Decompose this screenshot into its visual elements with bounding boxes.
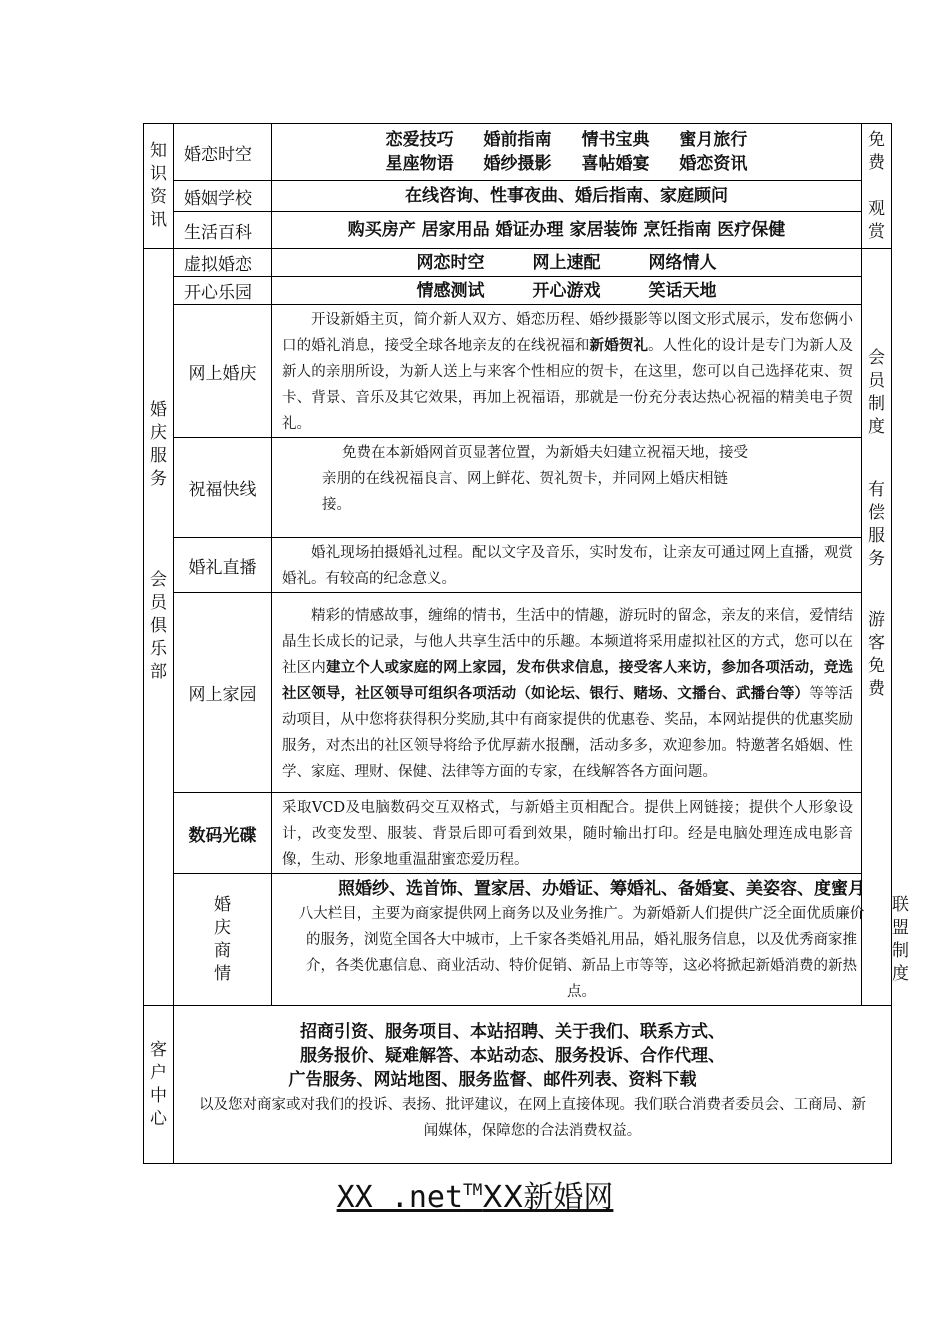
row-label-digital-disc: 数码光碟 — [174, 793, 272, 874]
vertical-label-text: 会 员 俱 乐 部 — [150, 570, 167, 682]
online-wedding-description: 开设新婚主页，简介新人双方、婚恋历程、婚纱摄影等以图文形式展示，发布您俩小口的婚礼消息，接受全球各地亲友的在线祝福和新婚贺礼。人性化的设计是专门为新人及新人的亲朋所设，为新人送上与来客个性相应的贺卡，在这里，您可以自己选择花束、贺卡、背景、音乐及其它效果，再加上祝福语，那就是一份充分表达热心祝福的精美电子贺礼。 — [272, 305, 862, 438]
row-label-love-space: 婚恋时空 — [174, 124, 272, 181]
vertical-label-text: 婚 庆 服 务 — [150, 400, 167, 489]
link-horoscope[interactable]: 星座物语 — [385, 154, 454, 174]
business-content — [272, 874, 892, 1006]
site-structure-table: 知 识 资 讯 婚恋时空 恋爱技巧 婚前指南 情书宝典 蜜月旅行 星座物语 婚纱摄影 喜帖婚宴 婚恋资讯 免 费 观 赏 婚姻学校 在线咨询、性事夜曲、婚后指南、家庭顾问 生活百科 购买房产 居家用品 婚证办理 家居装饰 烹饪指南 医疗保健 婚 庆 服 务 会 员 俱 乐 部 虚拟婚恋 网恋时空 网上速配 网络情人 会 员 制 度 有 偿 服 务 游 客 免 费 开心乐园 情感测试 开心游戏 笑话天地 网上婚庆 开设新婚主页，简介新人双方、婚恋历程、婚纱摄影等以图文形式展示，发布您俩小口的婚礼消息，接受全球各地亲友的在线祝福和新婚贺礼。人性化的设计是专门为新人及新人的亲朋所设，为新人送上与来客个性相应的贺卡，在这里，您可以自己选择花束、贺卡、背景、音乐及其它效果，再加上祝福语，那就是一份充分表达热心祝福的精美电子贺礼。 祝福快线 免费在本新婚网首页显著位置，为新婚夫妇建立祝福天地，接受 亲朋的在线祝福良言、网上鲜花、贺礼贺卡，并同网上婚庆相链 接。 婚礼直播 婚礼现场拍摄婚礼过程。配以文字及音乐，实时发布，让亲友可通过网上直播，观赏婚礼。有较高的纪念意义。 网上家园 精彩的情感故事，缠绵的情书，生活中的情趣，游玩时的留念，亲友的来信，爱情结晶生长成长的记录，与他人共享生活中的乐趣。本频道将采用虚拟社区的方式，您可以在社区内建立个人或家庭的网上家园，发布供求信息，接受客人来访，参加各项活动，竞选社区领导，社区领导可组织各项活动（如论坛、银行、赌场、文播台、武播台等）等等活动项目，从中您将获得积分奖励,其中有商家提供的优惠卷、奖品，本网站提供的优惠奖励服务，对杰出的社区领导将给予优厚薪水报酬，活动多多，欢迎参加。特邀著名婚姻、性学、家庭、理财、保健、法律等方面的专家，在线解答各方面问题。 数码光碟 采取VCD及电脑数码交互双格式，与新婚主页相配合。提供上网链接；提供个人形象设计，改变发型、服装、背景后即可看到效果，随时输出打印。经是电脑处理连成电影音像，生动、形象地重温甜蜜恋爱历程。 婚 庆 商 情 照婚纱、选首饰、置家居、办婚证、筹婚礼、备婚宴、美姿容、度蜜月 八大栏目，主要为商家提供网上商务以及业务推广。为新婚新人们提供广泛全面优质廉价的服务，浏览全国各大中城市，上千家各类婚礼用品，婚礼服务信息，以及优秀商家推介，各类优惠信息、商业活动、特价促销、新品上市等等，这必将掀起新婚消费的新热点。 联 盟 制 度 客 户 中 心 招商引资、服务项目、本站招聘、关于我们、联系方式、 服务报价、疑难解答、本站动态、服务投诉、合作代理、 广告服务、网站地图、服务监督、邮件列表、资料下载 以及您对商家或对我们的投诉、表扬、批评建议，在网上直接体现。我们联合消费者委员会、工商局、新闻媒体，保障您的合法消费权益。 — [143, 123, 892, 1164]
site-brand-footer: XX .net™XX新婚网 — [336, 1180, 614, 1215]
life-encyclopedia-links[interactable]: 购买房产 居家用品 婚证办理 家居装饰 烹饪指南 医疗保健 — [272, 212, 862, 249]
link-love-tips[interactable]: 恋爱技巧 — [385, 130, 454, 150]
happy-park-links — [272, 277, 862, 305]
love-space-links — [272, 124, 862, 181]
row-label-online-wedding: 网上婚庆 — [174, 305, 272, 438]
row-label-marriage-school: 婚姻学校 — [174, 181, 272, 212]
vertical-label-text: 客 户 中 心 — [150, 1039, 167, 1129]
link-love-letters[interactable]: 情书宝典 — [581, 130, 650, 150]
customer-links-line-3[interactable]: 广告服务、网站地图、服务监督、邮件列表、资料下载 — [288, 1070, 697, 1090]
link-speed-match[interactable]: 网上速配 — [532, 252, 601, 273]
link-online-love[interactable]: 网恋时空 — [416, 252, 485, 273]
wedding-live-description: 婚礼现场拍摄婚礼过程。配以文字及音乐，实时发布，让亲友可通过网上直播，观赏婚礼。有较高的纪念意义。 — [272, 538, 862, 593]
customer-description: 以及您对商家或对我们的投诉、表扬、批评建议，在网上直接体现。我们联合消费者委员会、工商局、新闻媒体，保障您的合法消费权益。 — [199, 1097, 866, 1139]
row-label-blessing-line: 祝福快线 — [174, 438, 272, 538]
row-label-happy-park: 开心乐园 — [174, 277, 272, 305]
customer-links-line-1[interactable]: 招商引资、服务项目、本站招聘、关于我们、联系方式、 — [300, 1022, 725, 1042]
row-label-online-home: 网上家园 — [174, 593, 272, 793]
business-description: 八大栏目，主要为商家提供网上商务以及业务推广。为新婚新人们提供广泛全面优质廉价的服务，浏览全国各大中城市，上千家各类婚礼用品，婚礼服务信息，以及优秀商家推介，各类优惠信息、商业活动、特价促销、新品上市等等，这必将掀起新婚消费的新热点。 — [298, 906, 865, 1000]
marriage-school-links[interactable]: 在线咨询、性事夜曲、婚后指南、家庭顾问 — [272, 181, 862, 212]
row-label-life-encyclopedia: 生活百科 — [174, 212, 272, 249]
knowledge-right-label: 免 费 观 赏 — [862, 124, 892, 249]
link-jokes[interactable]: 笑话天地 — [648, 280, 717, 301]
vertical-label-text: 游 客 免 费 — [868, 610, 885, 699]
link-wedding-photo[interactable]: 婚纱摄影 — [483, 154, 552, 174]
link-online-lover[interactable]: 网络情人 — [648, 252, 717, 273]
digital-disc-description: 采取VCD及电脑数码交互双格式，与新婚主页相配合。提供上网链接；提供个人形象设计，改变发型、服装、背景后即可看到效果，随时输出打印。经是电脑处理连成电影音像，生动、形象地重温甜蜜恋爱历程。 — [272, 793, 862, 874]
trademark-mark: TM — [463, 1180, 483, 1199]
customer-content — [174, 1006, 892, 1164]
row-label-virtual-love: 虚拟婚恋 — [174, 249, 272, 277]
vertical-label-text: 婚 庆 商 情 — [214, 894, 231, 984]
link-love-news[interactable]: 婚恋资讯 — [679, 154, 748, 174]
blessing-description: 免费在本新婚网首页显著位置，为新婚夫妇建立祝福天地，接受 亲朋的在线祝福良言、网上鲜花、贺礼贺卡，并同网上婚庆相链 接。 — [272, 438, 862, 538]
link-honeymoon[interactable]: 蜜月旅行 — [679, 130, 748, 150]
vertical-label-text: 知 识 资 讯 — [150, 141, 167, 230]
link-emotion-test[interactable]: 情感测试 — [416, 280, 485, 301]
customer-section-label — [144, 1006, 174, 1164]
customer-links-line-2[interactable]: 服务报价、疑难解答、本站动态、服务投诉、合作代理、 — [300, 1046, 725, 1066]
business-headline[interactable]: 照婚纱、选首饰、置家居、办婚证、筹婚礼、备婚宴、美姿容、度蜜月 — [338, 879, 865, 899]
virtual-love-links — [272, 249, 862, 277]
row-label-wedding-live: 婚礼直播 — [174, 538, 272, 593]
vertical-label-text: 有 偿 服 务 — [868, 480, 885, 569]
service-section-label — [144, 249, 174, 1006]
online-home-description: 精彩的情感故事，缠绵的情书，生活中的情趣，游玩时的留念，亲友的来信，爱情结晶生长成长的记录，与他人共享生活中的乐趣。本频道将采用虚拟社区的方式，您可以在社区内建立个人或家庭的网上家园，发布供求信息，接受客人来访，参加各项活动，竞选社区领导，社区领导可组织各项活动（如论坛、银行、赌场、文播台、武播台等）等等活动项目，从中您将获得积分奖励,其中有商家提供的优惠卷、奖品，本网站提供的优惠奖励服务，对杰出的社区领导将给予优厚薪水报酬，活动多多，欢迎参加。特邀著名婚姻、性学、家庭、理财、保健、法律等方面的专家，在线解答各方面问题。 — [272, 593, 862, 793]
business-section-label — [174, 874, 272, 1006]
link-wedding-banquet[interactable]: 喜帖婚宴 — [581, 154, 650, 174]
vertical-label-text: 会 员 制 度 — [868, 348, 885, 437]
link-fun-games[interactable]: 开心游戏 — [532, 280, 601, 301]
knowledge-section-label — [144, 124, 174, 249]
link-premarital-guide[interactable]: 婚前指南 — [483, 130, 552, 150]
